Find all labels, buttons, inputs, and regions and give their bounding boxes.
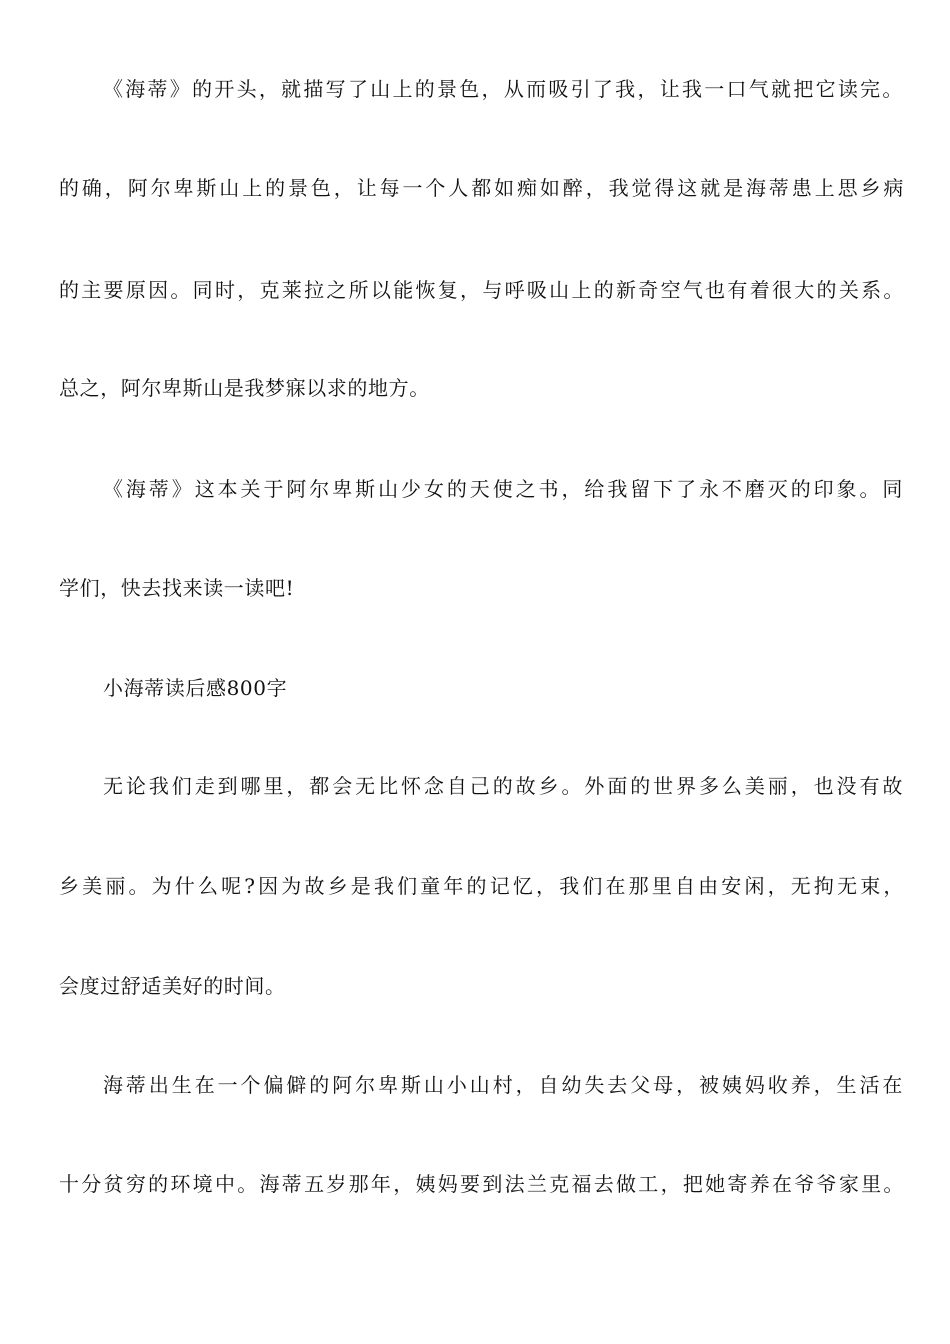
paragraph-line: 会度过舒适美好的时间。 — [59, 974, 286, 998]
paragraph-line: 的主要原因。同时，克莱拉之所以能恢复，与呼吸山上的新奇空气也有着很大的关系。 — [59, 278, 904, 302]
paragraph-line: 十分贫穷的环境中。海蒂五岁那年，姨妈要到法兰克福去做工，把她寄养在爷爷家里。 — [59, 1172, 904, 1196]
paragraph-line: 海蒂出生在一个偏僻的阿尔卑斯山小山村，自幼失去父母，被姨妈收养，生活在 — [103, 1073, 903, 1097]
section-heading: 小海蒂读后感800字 — [103, 676, 288, 700]
paragraph-line: 《海蒂》这本关于阿尔卑斯山少女的天使之书，给我留下了永不磨灭的印象。同 — [103, 477, 903, 501]
paragraph-line: 学们，快去找来读一读吧! — [59, 576, 295, 600]
paragraph-line: 乡美丽。为什么呢?因为故乡是我们童年的记忆，我们在那里自由安闲，无拘无束， — [59, 874, 904, 898]
paragraph-line: 无论我们走到哪里，都会无比怀念自己的故乡。外面的世界多么美丽，也没有故 — [103, 774, 903, 798]
paragraph-line: 的确，阿尔卑斯山上的景色，让每一个人都如痴如醉，我觉得这就是海蒂患上思乡病 — [59, 176, 904, 200]
paragraph-line: 《海蒂》的开头，就描写了山上的景色，从而吸引了我，让我一口气就把它读完。 — [103, 77, 903, 101]
paragraph-line: 总之，阿尔卑斯山是我梦寐以求的地方。 — [59, 376, 430, 400]
